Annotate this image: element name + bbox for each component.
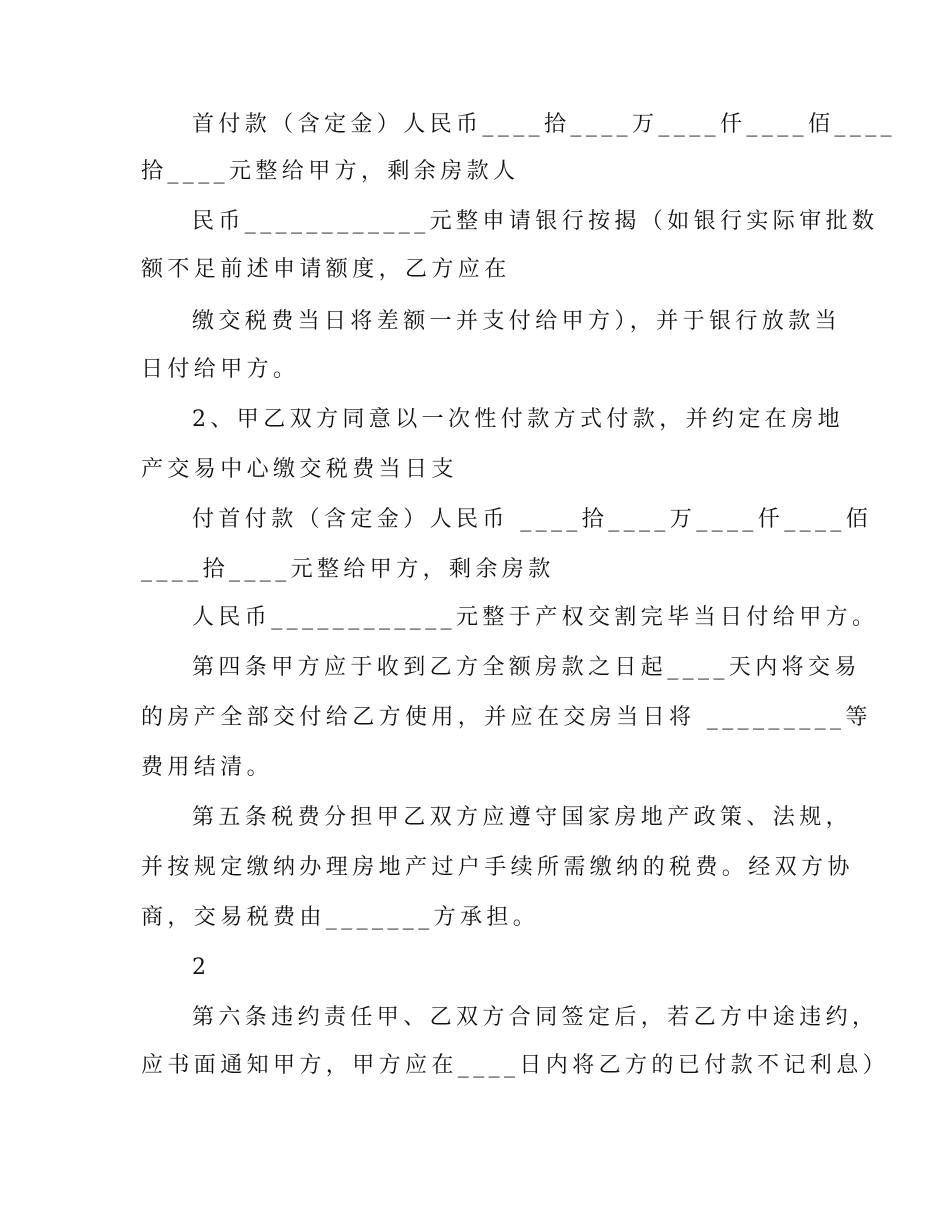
text-line: 2、甲乙双方同意以一次性付款方式付款，并约定在房地 [192,407,844,432]
text-line: 人民币____________元整于产权交割完毕当日付给甲方。 [192,605,879,630]
text-line: ____拾____元整给甲方，剩余房款 [141,557,555,582]
text-line: 并按规定缴纳办理房地产过户手续所需缴纳的税费。经双方协 [141,855,854,880]
text-line: 应书面通知甲方，甲方应在____日内将乙方的已付款不记利息） [141,1053,890,1078]
text-line: 拾____元整给甲方，剩余房款人 [141,159,520,184]
text-line: 第六条违约责任甲、乙双方合同签定后，若乙方中途违约， [192,1005,879,1030]
text-line: 首付款（含定金）人民币____拾____万____仟____佰____ [192,112,897,137]
page-number: 2 [192,955,211,980]
text-line: 的房产全部交付给乙方使用，并应在交房当日将 _________等 [141,705,872,730]
text-line: 费用结清。 [141,755,274,780]
text-line: 商，交易税费由_______方承担。 [141,905,540,930]
text-line: 第五条税费分担甲乙双方应遵守国家房地产政策、法规， [192,805,853,830]
text-line: 付首付款（含定金）人民币 ____拾____万____仟____佰 [192,507,873,532]
text-line: 日付给甲方。 [141,357,300,382]
text-line: 缴交税费当日将差额一并支付给甲方），并于银行放款当 [192,309,842,334]
text-line: 产交易中心缴交税费当日支 [141,457,458,482]
text-line: 第四条甲方应于收到乙方全额房款之日起____天内将交易 [192,655,861,680]
text-line: 额不足前述申请额度，乙方应在 [141,257,511,282]
text-line: 民币____________元整申请银行按揭（如银行实际审批数 [192,209,879,234]
